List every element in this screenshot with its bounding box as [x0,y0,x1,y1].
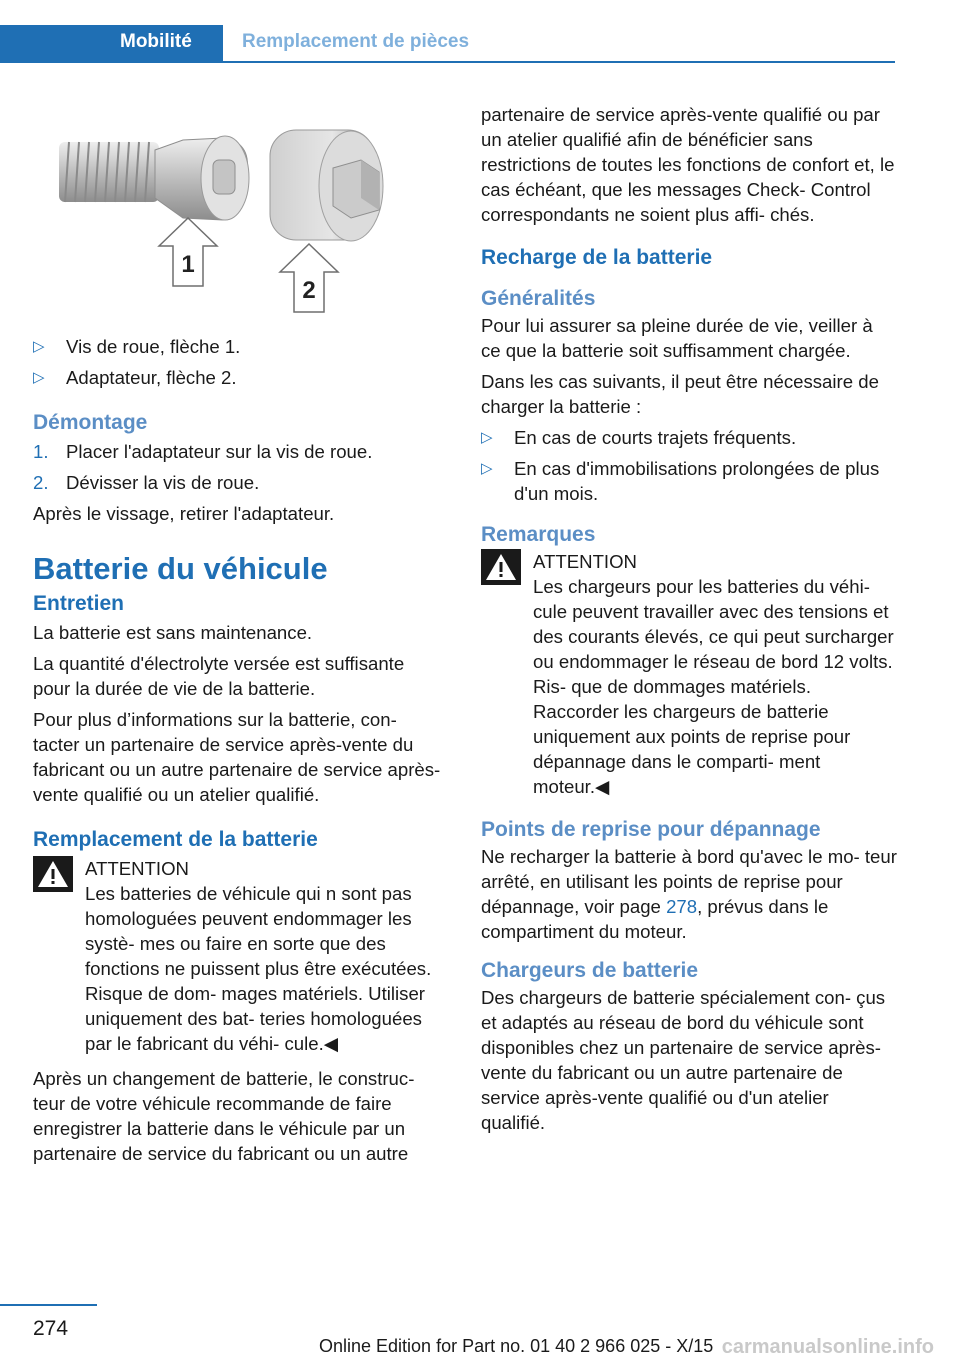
battery-title: Batterie du véhicule [33,551,328,586]
entretien-p2: La quantité d'électrolyte versée est suffisante pour la durée de vie de la batterie. [33,653,405,699]
figure-legend [33,334,445,390]
step-number: 2. [33,472,49,493]
warning-block [481,549,897,799]
demontage-heading: Démontage [33,411,148,434]
list-item-text: Adaptateur, flèche 2. [66,367,237,388]
header-subsection: Remplacement de pièces [242,31,470,52]
page-link[interactable]: 278 [666,896,698,917]
points-heading: Points de reprise pour dépannage [481,818,821,841]
watermark: carmanualsonline.info [721,1336,934,1358]
points-text-post: , prévus dans le compartiment du moteur. [481,896,829,942]
step-text: Placer l'adaptateur sur la vis de roue. [66,441,373,462]
bullet-triangle-icon: ▷ [481,429,493,446]
warning-triangle-icon [33,856,73,892]
warning-text: Les chargeurs pour les batteries du véhi‐ cule peuvent travailler avec des tensions et des courants élevés, ce qui peut surcharger ou endommager le réseau de bord 12 volts. Ris‐ que de dommages matériels. Raccorder les chargeurs de batterie uniquement aux points de reprise pour dépannage dans le comparti‐ ment moteur.◀ [533,576,894,797]
generalites-list [481,425,897,506]
remarques-heading: Remarques [481,523,596,546]
warning-title: ATTENTION [85,858,189,879]
list-item [33,365,445,390]
bullet-triangle-icon: ▷ [33,338,45,355]
wheel-bolt-illustration [33,102,445,334]
remplacement-heading: Remplacement de la batterie [33,828,318,851]
generalites-p1: Pour lui assurer sa pleine durée de vie, veiller à ce que la batterie soit suffisamment chargée. [481,315,873,361]
page-number: 274 [33,1317,69,1340]
warning-text: Les batteries de véhicule qui n sont pas homologuées peuvent endommager les systè‐ mes ou faire en sorte que des fonctions ne puissent plus être exécutées. Risque de dom‐ mages matériels. Utiliser uniquement des bat‐ teries homologuées par le fabricant du véhi‐ cule.◀ [85,883,432,1054]
entretien-p1: La batterie est sans maintenance. [33,622,313,643]
page-header [0,25,895,63]
adapter [270,130,383,241]
step-number: 1. [33,441,49,462]
generalites-p2: Dans les cas suivants, il peut être nécessaire de charger la batterie : [481,371,879,417]
arrow-1-label: 1 [181,251,195,278]
left-column [33,102,445,1172]
footer-rule [0,1304,97,1306]
warning-triangle-icon [481,549,521,585]
list-item [481,425,897,450]
warning-title: ATTENTION [533,551,637,572]
recharge-heading: Recharge de la batterie [481,246,713,269]
list-item [33,334,445,359]
list-item-text: Vis de roue, flèche 1. [66,336,241,357]
arrow-1-icon [159,218,217,286]
warning-block [33,856,445,1056]
points-text [481,844,897,944]
list-item-text: En cas d'immobilisations prolongées de plus d'un mois. [514,458,880,504]
continuation-text: partenaire de service après-vente qualifié ou par un atelier qualifié afin de bénéficier sans restrictions de toutes les fonctions de confort et, le cas échéant, que les messages Check- Control correspondants ne soient plus affi‐ chés. [481,104,895,225]
step-text: Dévisser la vis de roue. [66,472,260,493]
entretien-p3: Pour plus d’informations sur la batterie, con‐ tacter un partenaire de service après-vente du fabricant ou un autre partenaire de service après-vente qualifié ou un atelier qualifié. [33,709,441,805]
arrow-2-label: 2 [302,277,316,304]
list-item [481,456,897,506]
header-section: Mobilité [0,25,223,63]
chargeurs-text: Des chargeurs de batterie spécialement con‐ çus et adaptés au réseau de bord du véhicule sont disponibles chez un partenaire de service après-vente du fabricant ou un autre partenaire de service après-vente qualifié ou d'un atelier qualifié. [481,987,886,1133]
demontage-steps [33,439,445,495]
right-column [481,102,897,1141]
bolt-thread [59,142,159,202]
bullet-triangle-icon: ▷ [33,369,45,386]
list-item [33,470,445,495]
edition-note: Online Edition for Part no. 01 40 2 966 025 - X/15 [319,1336,714,1356]
arrow-2-icon [280,244,338,312]
entretien-heading: Entretien [33,592,125,615]
after-change-text: Après un changement de batterie, le construc‐ teur de votre véhicule recommande de faire enregistrer la batterie dans le véhicule par un partenaire de service du fabricant ou un autre [33,1068,415,1164]
wheel-bolt-figure [33,102,445,334]
points-text-pre: Ne recharger la batterie à bord qu'avec le mo‐ teur arrêté, en utilisant les points de reprise pour dépannage, voir page [481,846,897,917]
list-item [33,439,445,464]
demontage-after: Après le vissage, retirer l'adaptateur. [33,503,335,524]
bullet-triangle-icon: ▷ [481,460,493,477]
chargeurs-heading: Chargeurs de batterie [481,959,699,982]
list-item-text: En cas de courts trajets fréquents. [514,427,797,448]
generalites-heading: Généralités [481,287,596,310]
